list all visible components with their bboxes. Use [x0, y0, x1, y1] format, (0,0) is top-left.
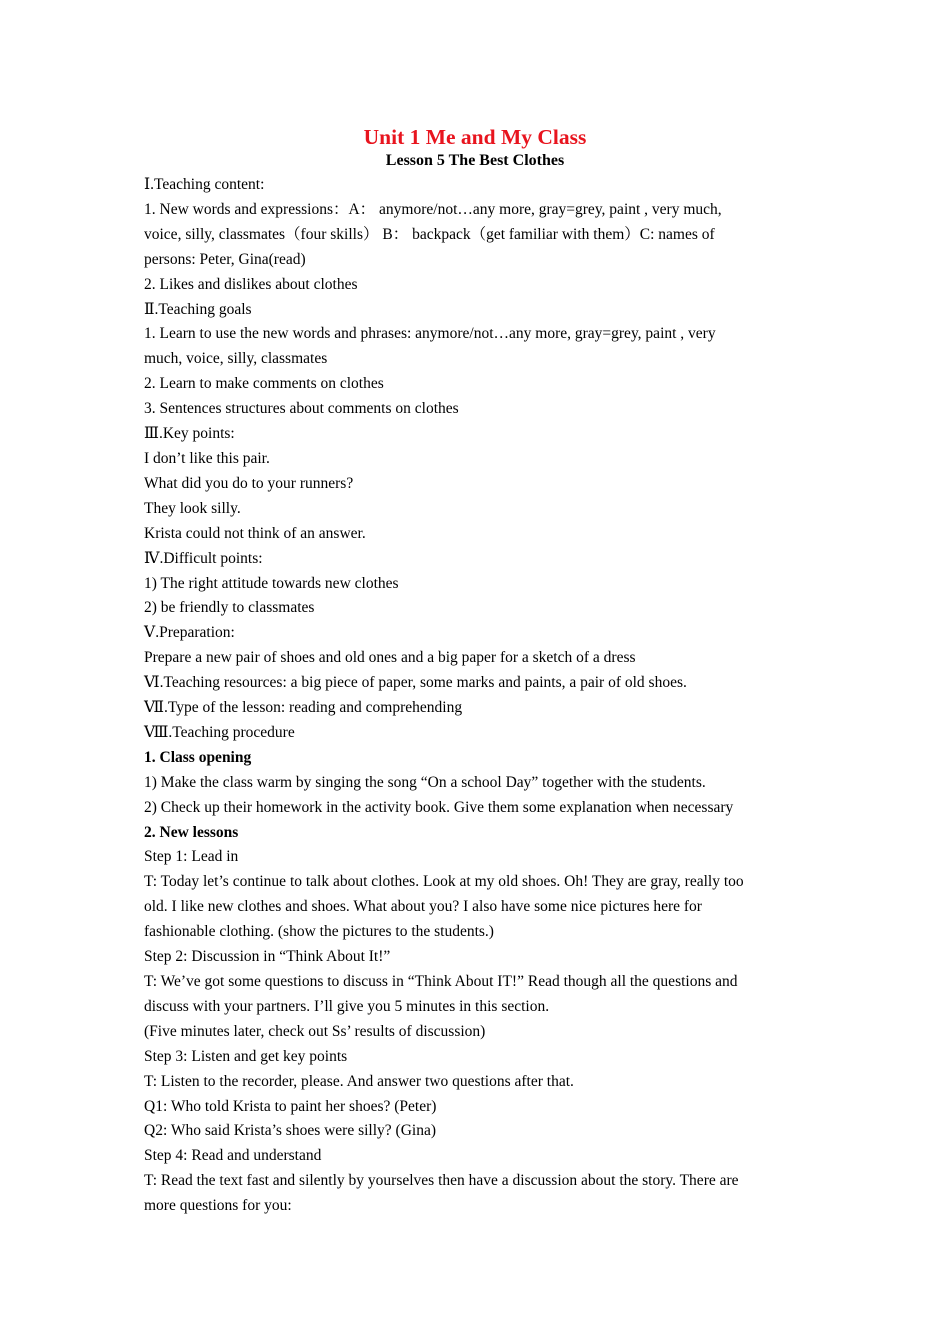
- text-line: 3. Sentences structures about comments on clothes: [144, 400, 459, 418]
- text-line: persons: Peter, Gina(read): [144, 250, 306, 268]
- text-line: Step 2: Discussion in “Think About It!”: [144, 948, 391, 966]
- text-line: 2) Check up their homework in the activity book. Give them some explanation when necessary: [144, 798, 734, 816]
- text-line: 1. New words and expressions：A： anymore/not…any more, gray=grey, paint , very much,: [144, 200, 722, 218]
- text-line: Prepare a new pair of shoes and old ones and a big paper for a sketch of a dress: [144, 649, 636, 667]
- text-line: Step 3: Listen and get key points: [144, 1047, 348, 1065]
- text-line: 2. Likes and dislikes about clothes: [144, 275, 358, 293]
- text-line: (Five minutes later, check out Ss’ results of discussion): [144, 1022, 486, 1040]
- text-line: Ⅳ.Difficult points:: [144, 549, 263, 567]
- text-line: Ⅱ.Teaching goals: [144, 300, 252, 318]
- text-line: 1) Make the class warm by singing the song “On a school Day” together with the students.: [144, 773, 706, 791]
- text-line: Ⅲ.Key points:: [144, 425, 235, 443]
- section-heading: 2. New lessons: [144, 823, 239, 841]
- document-subtitle: Lesson 5 The Best Clothes: [385, 152, 565, 169]
- text-line: fashionable clothing. (show the pictures to the students.): [144, 923, 494, 941]
- text-line: Ⅷ.Teaching procedure: [144, 723, 295, 741]
- document-title: Unit 1 Me and My Class: [363, 125, 587, 149]
- text-line: 1) The right attitude towards new clothes: [144, 574, 399, 592]
- text-line: Ⅶ.Type of the lesson: reading and comprehending: [144, 699, 463, 717]
- text-line: T: Read the text fast and silently by yourselves then have a discussion about the story. There are: [144, 1172, 739, 1190]
- text-line: T: Listen to the recorder, please. And answer two questions after that.: [144, 1072, 574, 1090]
- text-line: Ⅰ.Teaching content:: [144, 176, 265, 193]
- text-line: old. I like new clothes and shoes. What about you? I also have some nice pictures here for: [144, 898, 702, 916]
- text-line: Krista could not think of an answer.: [144, 524, 366, 542]
- text-line: 2) be friendly to classmates: [144, 599, 315, 617]
- text-line: discuss with your partners. I’ll give you 5 minutes in this section.: [144, 997, 550, 1015]
- text-line: Q2: Who said Krista’s shoes were silly? (Gina): [144, 1122, 437, 1140]
- text-line: They look silly.: [144, 499, 241, 517]
- text-line: Step 1: Lead in: [144, 848, 239, 866]
- text-line: voice, silly, classmates（four skills） B： backpack（get familiar with them）C: names of: [144, 225, 715, 243]
- text-line: 1. Learn to use the new words and phrases: anymore/not…any more, gray=grey, paint , very: [144, 325, 716, 343]
- text-line: What did you do to your runners?: [144, 474, 354, 492]
- text-line: 2. Learn to make comments on clothes: [144, 375, 384, 393]
- text-line: T: We’ve got some questions to discuss in “Think About IT!” Read though all the questions and: [144, 973, 738, 990]
- text-line: T: Today let’s continue to talk about clothes. Look at my old shoes. Oh! They are gray, really too: [144, 873, 744, 891]
- text-line: Q1: Who told Krista to paint her shoes? (Peter): [144, 1097, 437, 1115]
- section-heading: 1. Class opening: [144, 748, 252, 766]
- text-line: I don’t like this pair.: [144, 449, 270, 467]
- document-body: [144, 173, 804, 1219]
- text-line: more questions for you:: [144, 1197, 292, 1215]
- text-line: Ⅵ.Teaching resources: a big piece of paper, some marks and paints, a pair of old shoes.: [144, 674, 687, 692]
- text-line: Ⅴ.Preparation:: [144, 624, 235, 642]
- text-line: much, voice, silly, classmates: [144, 350, 328, 368]
- text-line: Step 4: Read and understand: [144, 1147, 322, 1165]
